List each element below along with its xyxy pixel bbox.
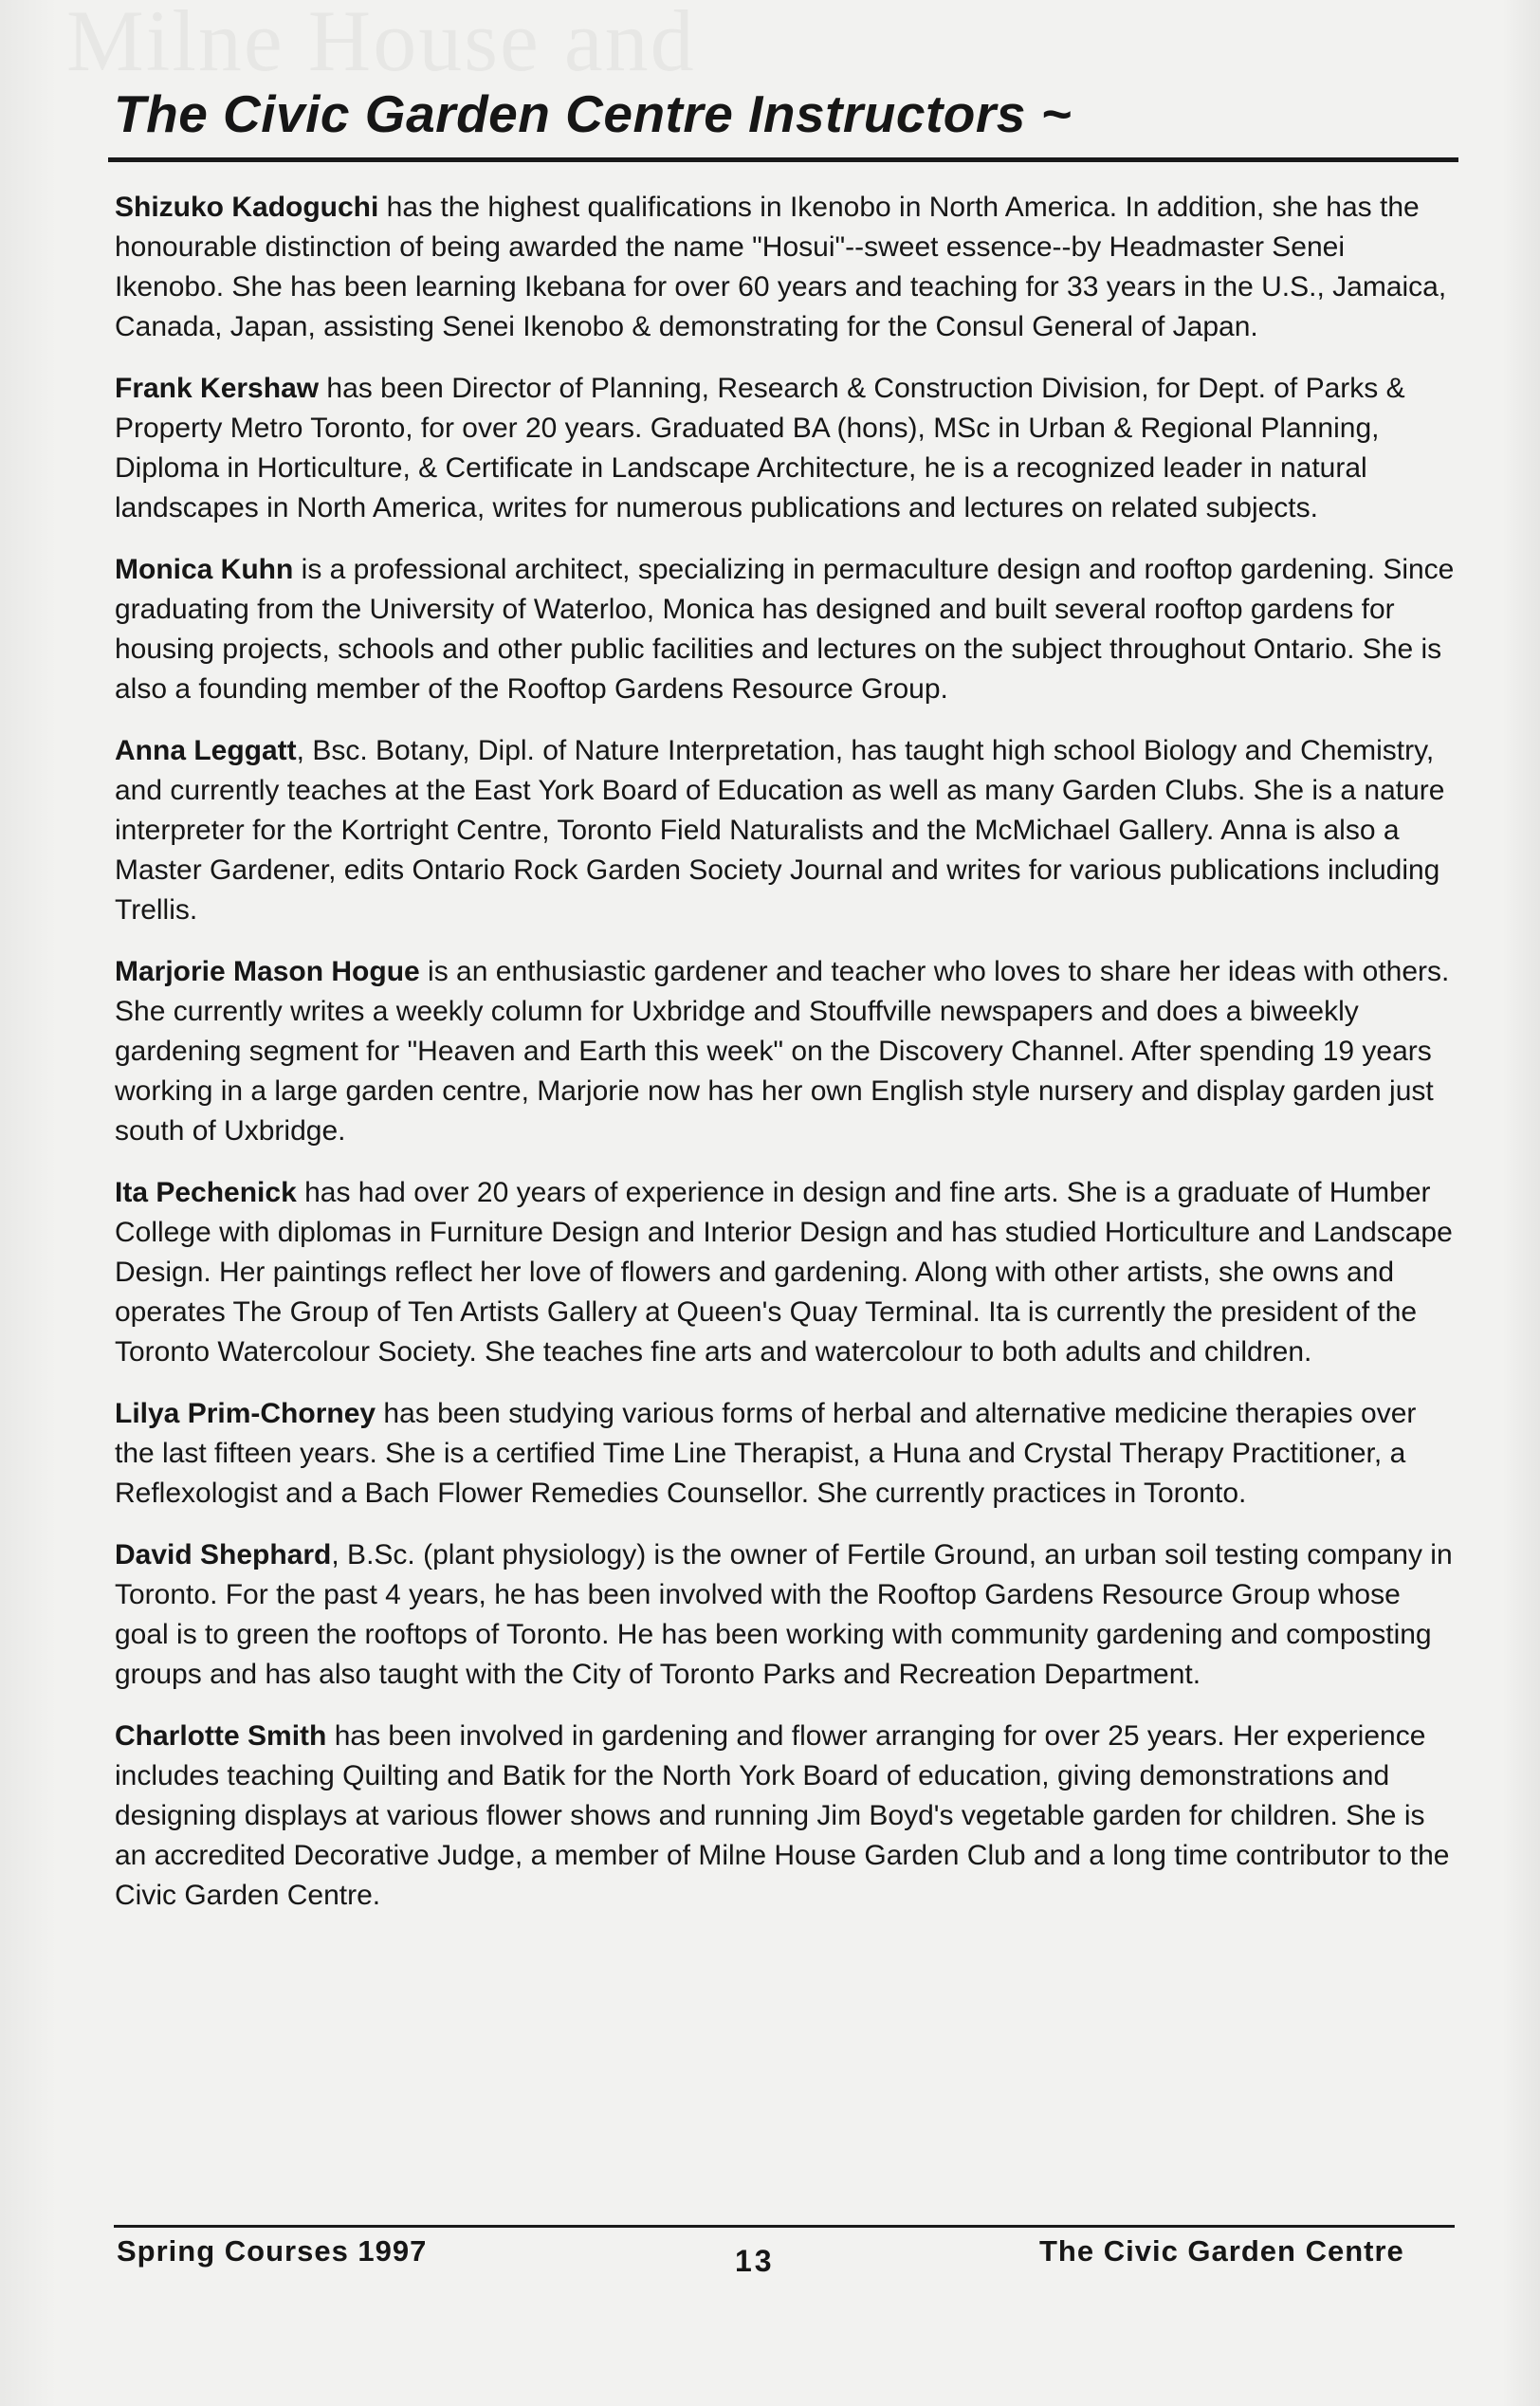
bio-text: , Bsc. Botany, Dipl. of Nature Interpretation, has taught high school Biology and Chemistry, and currently teaches at the East York Board of Education as well as many Garden Clubs. She is a nature interpreter for the Kortright Centre, Toronto Field Naturalists and the McMichael Gallery. Anna is also a Master Gardener, edits Ontario Rock Garden Society Journal and writes for various publications including Trellis. <box>115 735 1445 926</box>
instructor-name: Monica Kuhn <box>115 554 294 585</box>
page-number: 13 <box>735 2244 775 2278</box>
bio-text: has been studying various forms of herbal and alternative medicine therapies over the last fifteen years. She is a certified Time Line Therapist, a Huna and Crystal Therapy Practitioner, a Reflexologist and a Bach Flower Remedies Counsellor. She currently practices in Toronto. <box>115 1398 1417 1509</box>
bio-shizuko-kadoguchi <box>115 188 1458 347</box>
instructor-name: David Shephard <box>115 1539 332 1570</box>
instructor-bios <box>115 188 1458 1938</box>
bio-text: is a professional architect, specializing in permaculture design and rooftop gardening. Since graduating from the University of Waterloo, Monica has designed and built several rooftop gardens for housing projects, schools and other public facilities and lectures on the subject throughout Ontario. She is also a founding member of the Rooftop Gardens Resource Group. <box>115 554 1455 705</box>
page-title: The Civic Garden Centre Instructors ~ <box>114 84 1072 143</box>
bio-marjorie-mason-hogue <box>115 952 1458 1151</box>
instructor-name: Ita Pechenick <box>115 1177 297 1208</box>
footer-course-season: Spring Courses 1997 <box>117 2234 428 2268</box>
instructor-name: Anna Leggatt <box>115 735 297 766</box>
bio-text: , B.Sc. (plant physiology) is the owner of Fertile Ground, an urban soil testing company in Toronto. For the past 4 years, he has been involved with the Rooftop Gardens Resource Group whose goal is to green the rooftops of Toronto. He has been working with community gardening and composting groups and has also taught with the City of Toronto Parks and Recreation Department. <box>115 1539 1453 1690</box>
bio-anna-leggatt <box>115 731 1458 930</box>
footer-divider <box>114 2225 1455 2228</box>
bio-david-shephard <box>115 1535 1458 1695</box>
bio-monica-kuhn <box>115 550 1458 709</box>
instructor-name: Frank Kershaw <box>115 373 320 404</box>
bio-text: has the highest qualifications in Ikenobo in North America. In addition, she has the honourable distinction of being awarded the name "Hosui"--sweet essence--by Headmaster Senei Ikenobo. She has been learning Ikebana for over 60 years and teaching for 33 years in the U.S., Jamaica, Canada, Japan, assisting Senei Ikenobo & demonstrating for the Consul General of Japan. <box>115 192 1447 342</box>
instructor-name: Marjorie Mason Hogue <box>115 956 420 987</box>
bio-charlotte-smith <box>115 1717 1458 1916</box>
instructor-name: Lilya Prim-Chorney <box>115 1398 376 1429</box>
bio-text: has been involved in gardening and flower arranging for over 25 years. Her experience includes teaching Quilting and Batik for the North York Board of education, giving demonstrations and designing displays at various flower shows and running Jim Boyd's vegetable garden for children. She is an accredited Decorative Judge, a member of Milne House Garden Club and a long time contributor to the Civic Garden Centre. <box>115 1720 1450 1911</box>
bio-text: has had over 20 years of experience in design and fine arts. She is a graduate of Humber College with diplomas in Furniture Design and Interior Design and has studied Horticulture and Landscape Design. Her paintings reflect her love of flowers and gardening. Along with other artists, she owns and operates The Group of Ten Artists Gallery at Queen's Quay Terminal. Ita is currently the president of the Toronto Watercolour Society. She teaches fine arts and watercolour to both adults and children. <box>115 1177 1453 1368</box>
bio-text: has been Director of Planning, Research & Construction Division, for Dept. of Parks & Property Metro Toronto, for over 20 years. Graduated BA (hons), MSc in Urban & Regional Planning, Diploma in Horticulture, & Certificate in Landscape Architecture, he is a recognized leader in natural landscapes in North America, writes for numerous publications and lectures on related subjects. <box>115 373 1405 523</box>
bio-ita-pechenick <box>115 1173 1458 1372</box>
bio-text: is an enthusiastic gardener and teacher who loves to share her ideas with others. She currently writes a weekly column for Uxbridge and Stouffville newspapers and does a biweekly gardening segment for "Heaven and Earth this week" on the Discovery Channel. After spending 19 years working in a large garden centre, Marjorie now has her own English style nursery and display garden just south of Uxbridge. <box>115 956 1450 1147</box>
bleed-through-text <box>66 0 696 91</box>
bio-frank-kershaw <box>115 369 1458 528</box>
bio-lilya-prim-chorney <box>115 1394 1458 1514</box>
footer-organization: The Civic Garden Centre <box>1039 2234 1404 2268</box>
instructor-name: Charlotte Smith <box>115 1720 327 1752</box>
instructor-name: Shizuko Kadoguchi <box>115 192 379 223</box>
title-divider <box>108 157 1458 162</box>
